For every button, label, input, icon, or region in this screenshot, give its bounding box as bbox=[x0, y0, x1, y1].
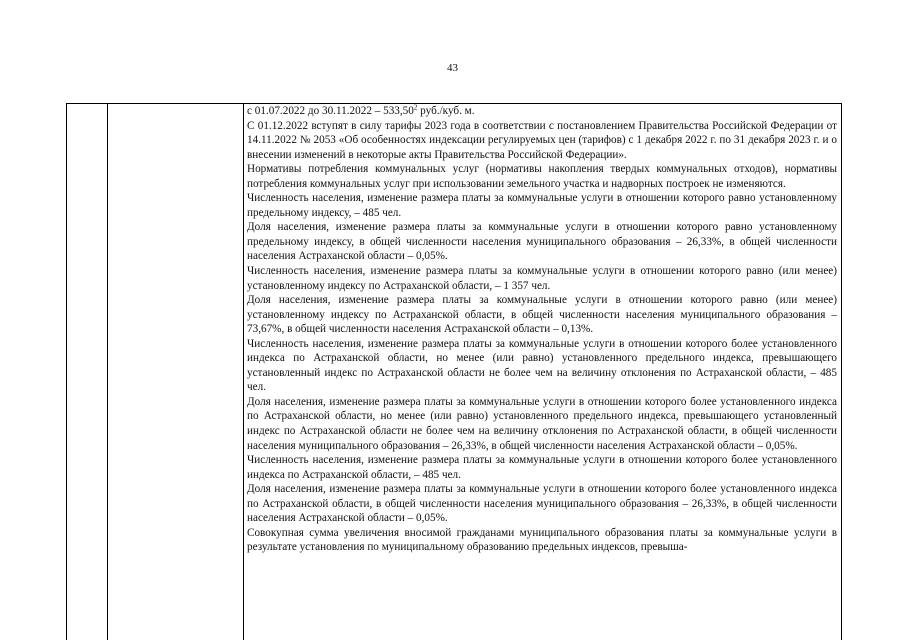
paragraph-share-below-index: Доля населения, изменение размера платы за коммунальные услуги в отношении которого равно (или менее) установленному индексу по Астраханской области, в общей численности населения муниципального образования – 73,67%, в общей численности населения Астраханской области – 0,13%. bbox=[247, 294, 837, 336]
table-column-name bbox=[108, 104, 244, 640]
paragraph-population-above-index: Численность населения, изменение размера платы за коммунальные услуги в отношении которого более установленного индекса по Астраханской области, – 485 чел. bbox=[247, 454, 837, 481]
footnote-mark: 2 bbox=[413, 103, 418, 112]
document-table bbox=[66, 103, 842, 640]
table-column-number bbox=[67, 104, 108, 640]
tariff-period-line bbox=[247, 104, 837, 119]
paragraph-tariffs-2023: С 01.12.2022 вступят в силу тарифы 2023 года в соответствии с постановлением Правительства Российской Федерации от 14.11.2022 № 2053 «Об особенностях индексации регулируемых цен (тарифов) с 1 декабря 2022 г. по 31 декабря 2023 г. и о внесении изменений в некоторые акты Правительства Российской Федерации». bbox=[247, 119, 837, 161]
paragraph-population-within-deviation: Численность населения, изменение размера платы за коммунальные услуги в отношении которого более установленного индекса по Астраханской области, но менее (или равно) установленного предельного индекса, превышающего установленный индекс по Астраханской области не более чем на величину отклонения по Астраханской области, – 485 чел. bbox=[247, 337, 837, 394]
tariff-unit-text: руб./куб. м. bbox=[417, 105, 475, 117]
paragraph-consumption-norms: Нормативы потребления коммунальных услуг (нормативы накопления твердых коммунальных отходов), нормативы потребления коммунальных услуг при использовании земельного участка и надворных построек не изменяются. bbox=[247, 163, 837, 190]
tariff-period-text: с 01.07.2022 до 30.11.2022 – 533,50 bbox=[247, 105, 414, 117]
paragraph-share-equal-limit: Доля населения, изменение размера платы за коммунальные услуги в отношении которого равно установленному предельному индексу, в общей численности населения муниципального образования – 26,33%, в общей численности населения Астраханской области – 0,05%. bbox=[247, 221, 837, 263]
page-number: 43 bbox=[447, 62, 458, 74]
paragraph-total-increase: Совокупная сумма увеличения вносимой гражданами муниципального образования платы за коммунальные услуги в результате установления по муниципальному образованию предельных индексов, превыша- bbox=[247, 526, 837, 554]
paragraph-share-within-deviation: Доля населения, изменение размера платы за коммунальные услуги в отношении которого более установленного индекса по Астраханской области, но менее (или равно) установленного предельного индекса, превышающего установленный индекс по Астраханской области не более чем на величину отклонения по Астраханской области, в общей численности населения муниципального образования – 26,33%, в общей численности населения Астраханской области – 0,05%. bbox=[247, 395, 837, 452]
paragraph-population-below-index: Численность населения, изменение размера платы за коммунальные услуги в отношении которого равно (или менее) установленному индексу по Астраханской области, – 1 357 чел. bbox=[247, 265, 837, 292]
table-cell-content bbox=[247, 104, 837, 555]
paragraph-share-above-index: Доля населения, изменение размера платы за коммунальные услуги в отношении которого более установленного индекса по Астраханской области, в общей численности населения муниципального образования – 26,33%, в общей численности населения Астраханской области – 0,05%. bbox=[247, 483, 837, 525]
paragraph-population-equal-limit: Численность населения, изменение размера платы за коммунальные услуги в отношении которого равно установленному предельному индексу, – 485 чел. bbox=[247, 192, 837, 219]
